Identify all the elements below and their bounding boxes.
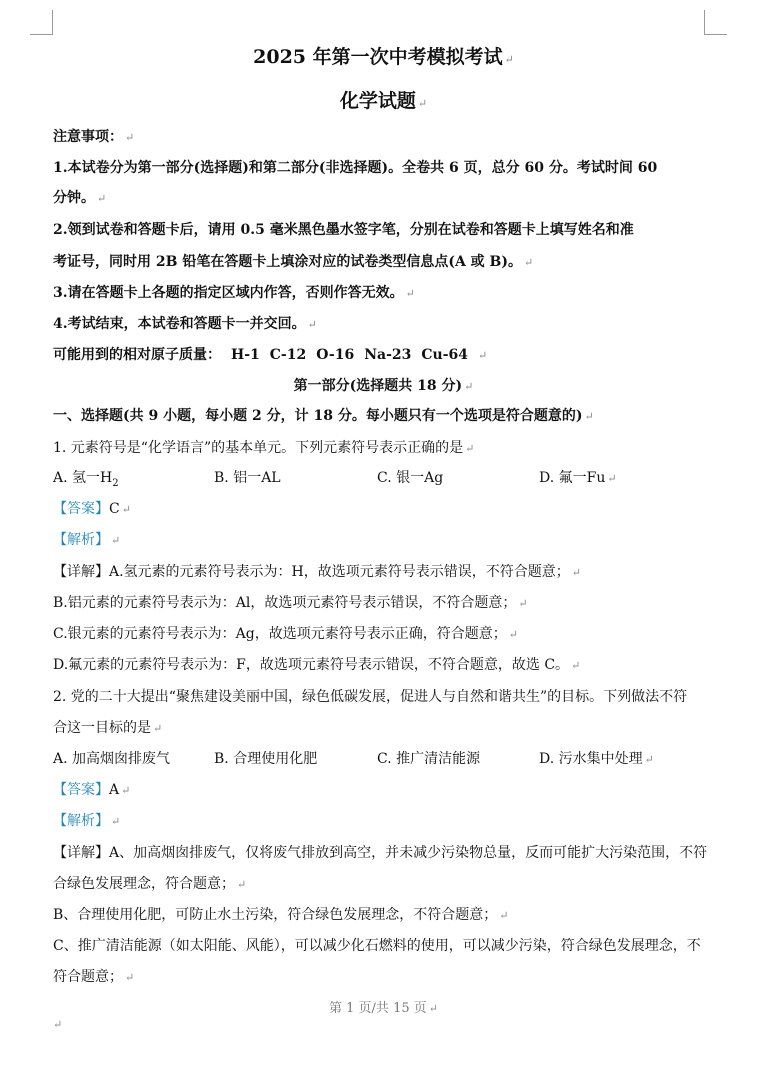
crop-mark-top-right (704, 10, 727, 35)
part1-title: 第一部分(选择题共 18 分) ↵ (293, 378, 474, 394)
crop-mark-top-left (30, 10, 53, 35)
exam-title: 2025 年第一次中考模拟考试 ↵ (253, 46, 514, 68)
notice-item-2: 2.领到试卷和答题卡后，请用 0.5 毫米黑色墨水签字笔，分别在试卷和答题卡上填写姓名和准 (53, 222, 634, 238)
notice-heading: 注意事项： ↵ (53, 129, 135, 145)
q1-options (53, 468, 713, 488)
q2-detail-c: C、推广清洁能源（如太阳能、风能），可以减少化石燃料的使用，可以减少污染，符合绿色发展理念，不 (53, 938, 701, 954)
section-title: 一、选择题(共 9 小题，每小题 2 分，计 18 分。每小题只有一个选项是符合题意的) ↵ (53, 408, 594, 424)
q2-stem: 2. 党的二十大提出“聚焦建设美丽中国，绿色低碳发展，促进人与自然和谐共生”的目标。下列做法不符 (53, 689, 688, 705)
trailing-paragraph-mark: ↵ (53, 1018, 63, 1031)
subject-title: 化学试题 ↵ (339, 90, 428, 112)
q1-option-b: B. 铝一AL (214, 470, 281, 486)
notice-item-4: 4.考试结束，本试卷和答题卡一并交回。 ↵ (53, 316, 317, 332)
q2-answer: 【答案】A ↵ (53, 782, 131, 798)
q2-detail-a-cont: 合绿色发展理念，符合题意； ↵ (53, 876, 247, 892)
q2-option-d: D. 污水集中处理 ↵ (539, 751, 654, 767)
q1-detail-c: C.银元素的元素符号表示为：Ag，故选项元素符号表示正确，符合题意； ↵ (53, 626, 518, 642)
q2-option-c: C. 推广清洁能源 (377, 751, 481, 767)
notice-item-1-cont: 分钟。 ↵ (53, 190, 107, 206)
q1-option-d: D. 氟一Fu ↵ (539, 470, 617, 486)
page-number: 第 1 页/共 15 页 ↵ (329, 1001, 438, 1016)
notice-item-2-cont: 考证号，同时用 2B 铅笔在答题卡上填涂对应的试卷类型信息点(A 或 B)。 ↵ (53, 254, 534, 270)
q2-detail-b: B、合理使用化肥，可防止水土污染，符合绿色发展理念，不符合题意； ↵ (53, 907, 509, 923)
q1-option-a: A. 氢一$H_2$ (53, 470, 119, 489)
q2-detail-a: 【详解】A、加高烟囱排废气，仅将废气排放到高空，并未减少污染物总量，反而可能扩大污染范围，不符 (53, 845, 708, 861)
q1-option-c: C. 银一Ag (377, 470, 444, 486)
atomic-masses: 可能用到的相对原子质量： H-1 C-12 O-16 Na-23 Cu-64 ↵ (53, 347, 488, 363)
q1-analysis: 【解析】 ↵ (53, 532, 121, 548)
q2-stem-cont: 合这一目标的是 ↵ (53, 720, 163, 736)
q1-stem: 1. 元素符号是“化学语言”的基本单元。下列元素符号表示正确的是 ↵ (53, 440, 475, 456)
q2-options (53, 749, 713, 769)
notice-item-3: 3.请在答题卡上各题的指定区域内作答，否则作答无效。 ↵ (53, 285, 415, 301)
notice-item-1: 1.本试卷分为第一部分(选择题)和第二部分(非选择题)。全卷共 6 页，总分 60 分。考试时间 60 (53, 160, 658, 176)
q2-analysis: 【解析】 ↵ (53, 813, 121, 829)
q1-detail-a: 【详解】A.氢元素的元素符号表示为：H，故选项元素符号表示错误，不符合题意； ↵ (53, 564, 581, 580)
q2-detail-c-cont: 符合题意； ↵ (53, 969, 135, 985)
q1-detail-d: D.氟元素的元素符号表示为：F，故选项元素符号表示错误，不符合题意，故选 C。 ↵ (53, 657, 581, 673)
q2-option-a: A. 加高烟囱排废气 (53, 751, 171, 767)
q1-answer: 【答案】C ↵ (53, 501, 131, 517)
q1-detail-b: B.铝元素的元素符号表示为：Al，故选项元素符号表示错误，不符合题意； ↵ (53, 595, 528, 611)
q2-option-b: B. 合理使用化肥 (214, 751, 318, 767)
